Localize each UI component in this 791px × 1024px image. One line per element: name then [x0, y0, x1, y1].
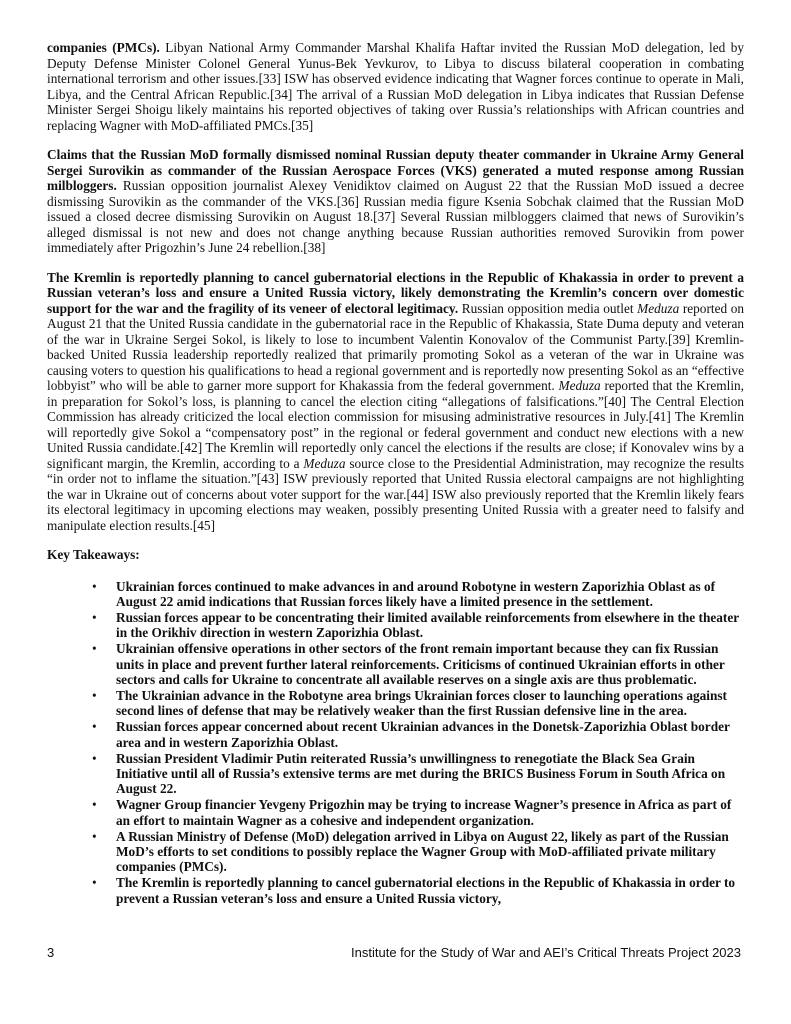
list-item: • A Russian Ministry of Defense (MoD) delegation arrived in Libya on August 22, likely as part of the Russian MoD’s efforts to set conditions to possibly replace the Wagner Group with MoD-affiliated private military companies (PMCs).: [92, 828, 729, 875]
bullet-icon: •: [92, 578, 97, 594]
paragraph: [47, 147, 744, 256]
paragraph-lead: Claims that the Russian MoD formally dismissed nominal Russian deputy theater commander in Ukraine Army General Sergei Surovikin as commander of the Russian Aerospace Forces (VKS) generated a muted response among Russian milbloggers.: [47, 147, 744, 193]
page-number: 3: [47, 945, 55, 960]
page-footer: [47, 945, 744, 963]
list-item: • Ukrainian offensive operations in other sectors of the front remain important because they can fix Russian units in place and prevent further lateral reinforcements. Criticisms of continued Ukrainian efforts in other sectors and calls for Ukraine to concentrate all available reserves on a single axis are thus problematic.: [92, 641, 725, 687]
paragraph-lead: The Kremlin is reportedly planning to cancel gubernatorial elections in the Republic of Khakassia in order to prevent a Russian veteran’s loss and ensure a United Russia victory, likely demonstrating the Kremlin’s concern over domestic support for the war and the fragility of its veneer of electoral legitimacy.: [47, 269, 744, 316]
bullet-icon: •: [92, 687, 97, 703]
paragraph-lead: companies (PMCs).: [47, 40, 160, 55]
bullet-icon: •: [92, 609, 97, 625]
footer-organization: Institute for the Study of War and AEI’s Critical Threats Project 2023: [351, 945, 741, 960]
paragraph-body: Russian opposition journalist Alexey Venidiktov claimed on August 22 that the Russian MoD issued a decree dismissing Surovikin as the commander of the VKS.[36] Russian media figure Ksenia Sobchak claimed that the Russian MoD issued a closed decree dismissing Surovikin on August 18.[37] Several Russian milbloggers claimed that news of Surovikin’s alleged dismissal is not new and does not change anything because Russian authorities removed Surovikin from power immediately after Prigozhin’s June 24 rebellion.[38]: [47, 178, 744, 255]
bullet-icon: •: [92, 719, 97, 735]
list-item: • Wagner Group financier Yevgeny Prigozhin may be trying to increase Wagner’s presence in Africa as part of an effort to maintain Wagner as a cohesive and independent organization.: [92, 797, 732, 828]
list-item: • Russian forces appear concerned about recent Ukrainian advances in the Donetsk-Zaporizhia Oblast border area and in western Zaporizhia Oblast.: [92, 719, 730, 750]
page-content: [47, 40, 744, 907]
list-item: • The Ukrainian advance in the Robotyne area brings Ukrainian forces closer to launching operations against second lines of defense that may be relatively weaker than the first Russian defensive line in the area.: [92, 687, 727, 719]
key-takeaways-list: [47, 579, 744, 906]
bullet-icon: •: [92, 750, 97, 766]
list-item: • Ukrainian forces continued to make advances in and around Robotyne in western Zaporizhia Oblast as of August 22 amid indications that Russian forces likely have a limited presence in the settlement.: [92, 578, 716, 609]
paragraph-body: reported that the Kremlin, in preparation for Sokol’s loss, is planning to cancel the election citing “allegations of falsifications.”[40] The Central Election Commission has already criticized the local election commission for misusing administrative resources in July.[41] The Kremlin will reportedly give Sokol a “compensatory post” in the regional or federal government and conduct new elections with a new United Russia candidate.[42] The Kremlin will reportedly only cancel the elections if the results are close; if Konovalev wins by a significant margin, the Kremlin, according to a: [47, 378, 744, 471]
list-item: • The Kremlin is reportedly planning to cancel gubernatorial elections in the Republic of Khakassia in order to prevent a Russian veteran’s loss and ensure a United Russia victory,: [92, 875, 736, 906]
bullet-icon: •: [92, 797, 97, 813]
list-item: • Russian President Vladimir Putin reiterated Russia’s unwillingness to renegotiate the Black Sea Grain Initiative until all of Russia’s extensive terms are met during the BRICS Business Forum in South Africa on August 22.: [92, 750, 726, 797]
paragraph-body: source close to the Presidential Administration, may recognize the results “in order not to inflame the situation.”[43] ISW previously reported that United Russia electoral campaigns are not highlighting the war in Ukraine out of concerns about voter support for the war.[44] ISW also previously reported that the Kremlin likely fears its electoral legitimacy in upcoming elections may weaken, possibly presenting United Russia with a greater need to falsify and manipulate election results.[45]: [47, 455, 744, 533]
paragraph: [47, 40, 744, 133]
outlet-name: Meduza: [637, 300, 680, 316]
list-item: • Russian forces appear to be concentrating their limited available reinforcements from elsewhere in the theater in the Orikhiv direction in western Zaporizhia Oblast.: [92, 609, 739, 641]
outlet-name: Meduza: [303, 455, 346, 471]
paragraph: [47, 270, 744, 534]
paragraph-body: reported on August 21 that the United Russia candidate in the gubernatorial race in the Republic of Khakassia, State Duma deputy and veteran of the war in Ukraine Sergei Sokol, is likely to lose to incumbent Valentin Konovalov of the Communist Party.[39] Kremlin-backed United Russia leadership reportedly realized that primarily promoting Sokol as a veteran of the war in Ukraine was causing voters to question his qualifications to head a regional government and is reportedly now presenting Sokol as an “effective lobbyist” who will be able to garner more support for Khakassia from the federal government.: [47, 300, 744, 393]
outlet-name: Meduza: [558, 378, 601, 393]
paragraph-body: Russian opposition media outlet: [458, 300, 638, 316]
bullet-icon: •: [92, 875, 97, 891]
bullet-icon: •: [92, 641, 97, 657]
key-takeaways-heading: Key Takeaways:: [47, 547, 140, 562]
bullet-icon: •: [92, 828, 97, 844]
paragraph-body: Libyan National Army Commander Marshal Khalifa Haftar invited the Russian MoD delegation, led by Deputy Defense Minister Colonel General Yunus-Bek Yevkurov, to Libya to discuss bilateral cooperation in combating international terrorism and other issues.[33] ISW has observed evidence indicating that Wagner forces continue to operate in Mali, Libya, and the Central African Republic.[34] The arrival of a Russian MoD delegation in Libya indicates that Russian Defense Minister Sergei Shoigu likely maintains his reported objectives of taking over Russia’s relationships with African countries and replacing Wagner with MoD-affiliated PMCs.[35]: [47, 40, 744, 133]
